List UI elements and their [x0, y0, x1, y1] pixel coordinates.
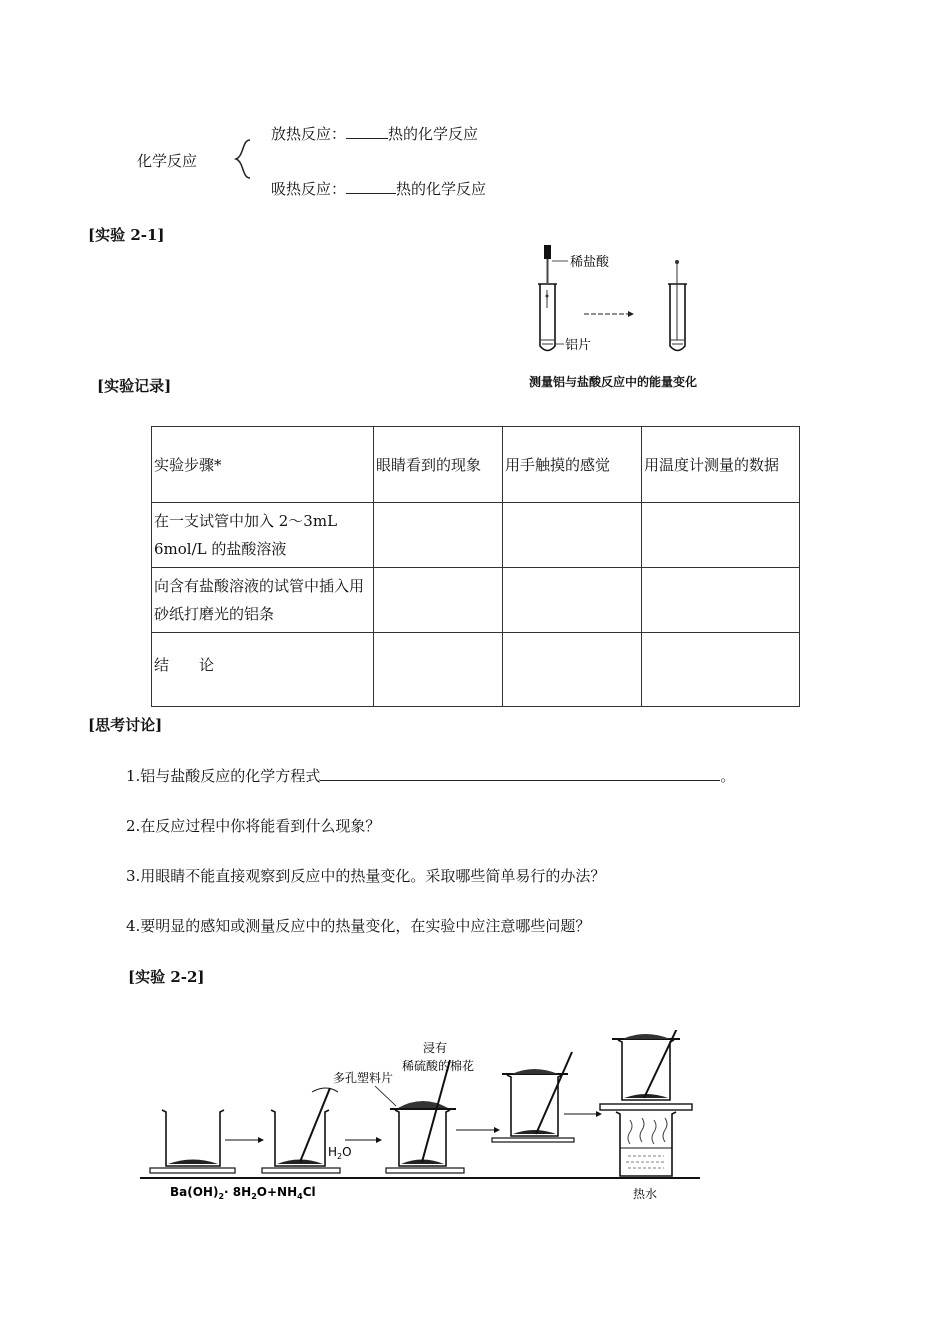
question-3: 3.用眼睛不能直接观察到反应中的热量变化。采取哪些简单易行的办法？: [126, 867, 606, 885]
header-cell: 用温度计测量的数据: [642, 427, 800, 503]
intro-root: 化学反应: [137, 152, 198, 170]
answer-cell[interactable]: [503, 568, 642, 633]
answer-cell[interactable]: [642, 568, 800, 633]
beaker-step1-icon: [150, 1110, 235, 1173]
answer-cell[interactable]: [503, 503, 642, 568]
header-cell: 眼睛看到的现象: [374, 427, 503, 503]
question-4: 4.要明显的感知或测量反应中的热量变化，在实验中应注意哪些问题？: [126, 917, 591, 935]
arrow-icon: [564, 1111, 602, 1117]
exo-label: 放热反应：: [271, 125, 347, 143]
beaker-step5-icon: [612, 1030, 680, 1100]
table-row: [152, 633, 800, 707]
question-1-text: 1.铝与盐酸反应的化学方程式: [126, 767, 321, 785]
soaked-label-1: 浸有: [423, 1041, 448, 1055]
arrow-icon: [225, 1137, 264, 1143]
acid-label: 稀盐酸: [570, 255, 610, 270]
endo-label: 吸热反应：: [271, 180, 347, 198]
answer-cell[interactable]: [642, 633, 800, 707]
question-1: [126, 765, 735, 786]
answer-cell[interactable]: [642, 503, 800, 568]
intro-exo-line: [271, 123, 478, 144]
arrow-icon: [584, 311, 634, 317]
soaked-label-2: 稀硫酸的棉花: [402, 1059, 475, 1073]
answer-cell[interactable]: [503, 633, 642, 707]
board-icon: [600, 1104, 692, 1110]
beaker-step4-icon: [492, 1052, 574, 1142]
test-tube-right-icon: [668, 260, 687, 351]
step-cell: 在一支试管中加入 2～3mL 6mol/L 的盐酸溶液: [152, 503, 374, 568]
conclusion-cell: 结 论: [152, 633, 374, 707]
step-cell: 向含有盐酸溶液的试管中插入用砂纸打磨光的铝条: [152, 568, 374, 633]
exo-blank[interactable]: [346, 138, 388, 139]
answer-cell[interactable]: [374, 503, 503, 568]
endo-blank[interactable]: [346, 193, 396, 194]
exo-suffix: 热的化学反应: [388, 125, 479, 143]
brace-icon: [232, 138, 254, 180]
endo-suffix: 热的化学反应: [396, 180, 487, 198]
exp1-heading: [实验 2-1]: [88, 226, 165, 244]
answer-cell[interactable]: [374, 633, 503, 707]
exp2-figure: [140, 1030, 710, 1205]
equation-blank[interactable]: [320, 780, 720, 781]
intro-endo-line: [271, 178, 486, 199]
table-row: [152, 568, 800, 633]
hot-water-beaker-icon: [616, 1112, 676, 1176]
record-table: [151, 426, 800, 707]
arrow-icon: [456, 1127, 500, 1133]
test-tube-left-icon: [538, 284, 557, 351]
beaker-step2-icon: [262, 1088, 340, 1173]
answer-cell[interactable]: [374, 568, 503, 633]
exp1-caption: 测量铝与盐酸反应中的能量变化: [529, 375, 698, 389]
arrow-icon: [345, 1137, 382, 1143]
exp1-figure: [520, 240, 760, 365]
header-cell: 用手触摸的感觉: [503, 427, 642, 503]
water-label: $H_2O$: [328, 1145, 352, 1161]
exp2-heading: [实验 2-2]: [128, 968, 205, 986]
plastic-leader: [375, 1086, 396, 1106]
hot-water-label: 热水: [633, 1187, 658, 1201]
header-cell: 实验步骤*: [152, 427, 374, 503]
record-heading: [实验记录]: [97, 377, 172, 395]
beaker-step3-icon: [386, 1060, 464, 1173]
foil-label: 铝片: [565, 338, 592, 353]
dropper-icon: [544, 245, 551, 283]
question-1-end: 。: [720, 767, 736, 785]
table-header-row: [152, 427, 800, 503]
question-2: 2.在反应过程中你将能看到什么现象？: [126, 817, 381, 835]
discussion-heading: [思考讨论]: [88, 716, 163, 734]
table-row: [152, 503, 800, 568]
reagents-label: $Ba(OH)_2\cdot 8H_2O+NH_4Cl$: [170, 1185, 316, 1201]
plastic-label: 多孔塑料片: [333, 1071, 394, 1085]
